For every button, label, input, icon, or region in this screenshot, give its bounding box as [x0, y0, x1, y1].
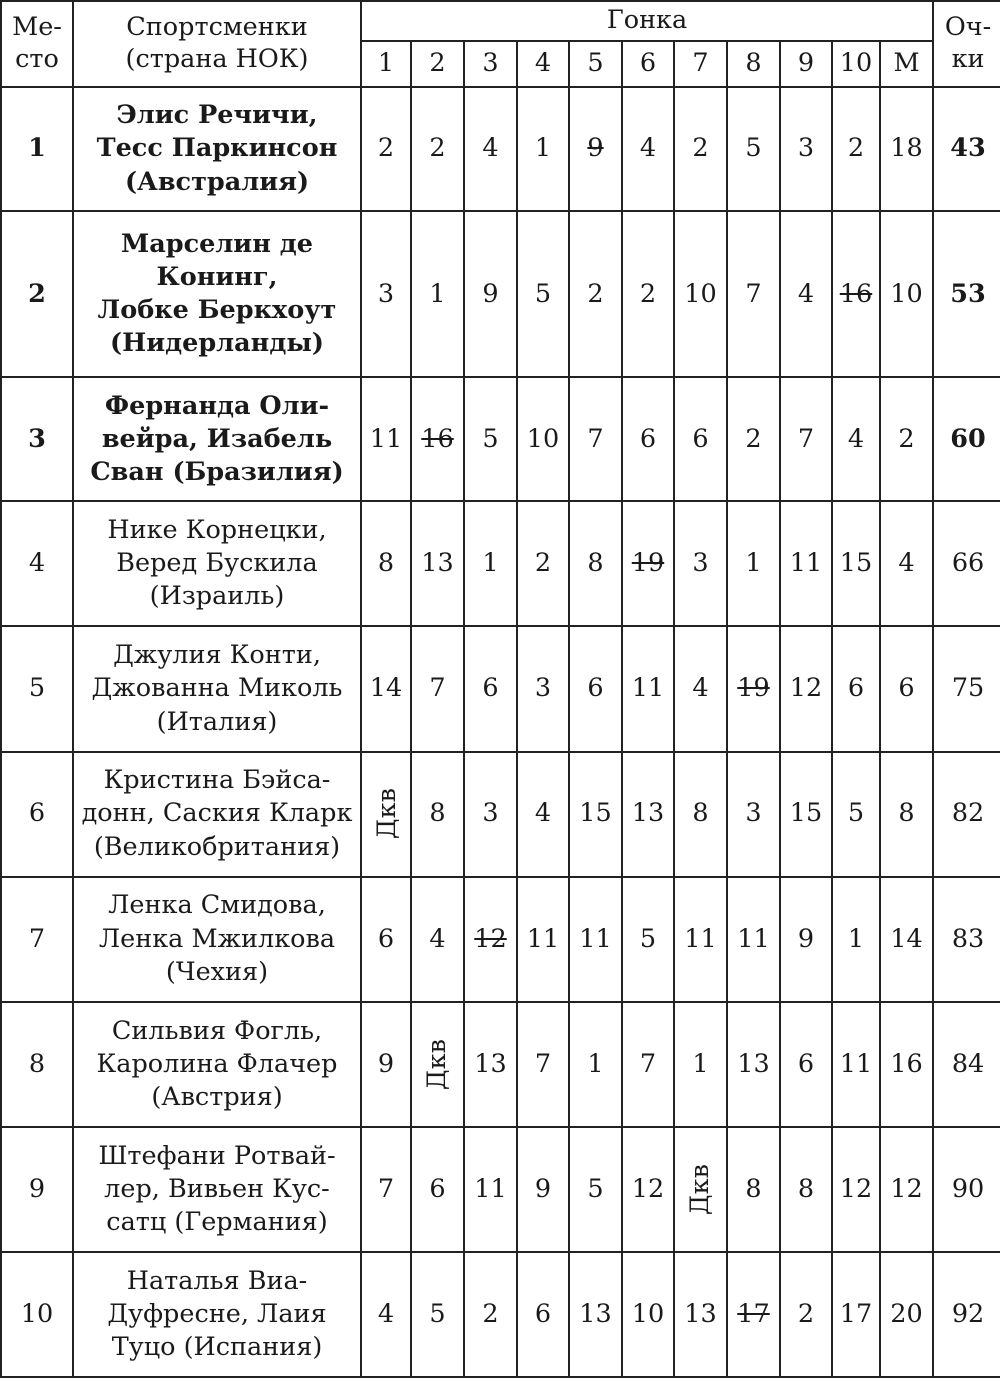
race-result-cell: [361, 211, 411, 377]
race-result-cell: [361, 1127, 411, 1252]
race-result: 13: [684, 1298, 717, 1329]
race-result: 9: [534, 1173, 552, 1204]
race-result-cell: [411, 1127, 464, 1252]
race-result-cell: [880, 1127, 933, 1252]
race-result-cell: [569, 877, 622, 1002]
race-result-cell: [569, 1002, 622, 1127]
race-result: 7: [797, 423, 815, 454]
race-result: 13: [474, 1048, 507, 1079]
race-result: 3: [377, 278, 395, 309]
race-result-cell: [674, 377, 727, 501]
place-cell: 2: [1, 211, 73, 377]
race-result-cell: [674, 626, 727, 751]
discarded-result: 16: [421, 423, 454, 454]
race-result: 13: [737, 1048, 770, 1079]
athletes-names: Сильвия Фогль, Каролина Флачер (Австрия): [96, 1015, 338, 1112]
race-result-cell: [517, 87, 569, 211]
race-result: 8: [429, 798, 446, 829]
race-result-cell: [517, 877, 569, 1002]
race-result: 13: [421, 548, 454, 579]
race-result: 10: [631, 1298, 665, 1329]
result-row: [1, 211, 1000, 377]
race-result: 1: [534, 133, 552, 164]
athletes-cell: [73, 752, 361, 877]
race-result: 6: [587, 673, 604, 704]
race-result-cell: [361, 1002, 411, 1127]
race-result-cell: [880, 377, 933, 501]
race-result-cell: [727, 752, 780, 877]
race-result-cell: [411, 501, 464, 626]
race-result: 1: [587, 1048, 604, 1079]
race-result-cell: [674, 1127, 727, 1252]
result-row: [1, 377, 1000, 501]
race-result: 11: [369, 423, 403, 454]
discarded-result: 16: [839, 278, 873, 309]
header-race-4: 4: [517, 41, 569, 87]
race-result-cell: [727, 1002, 780, 1127]
race-result-cell: [674, 87, 727, 211]
athletes-cell: [73, 377, 361, 501]
race-result: 4: [797, 278, 815, 309]
athletes-cell: [73, 626, 361, 751]
header-points: [933, 1, 1000, 87]
race-result-cell: [622, 377, 674, 501]
race-result-cell: [727, 501, 780, 626]
race-result: 1: [847, 923, 865, 954]
points-cell: 82: [933, 752, 1000, 877]
race-result-cell: [622, 211, 674, 377]
race-result-cell: [727, 87, 780, 211]
race-result: 20: [890, 1298, 923, 1329]
header-race-7: 7: [674, 41, 727, 87]
points-cell: 60: [933, 377, 1000, 501]
result-row: [1, 1002, 1000, 1127]
race-result-cell: [569, 1127, 622, 1252]
race-result: 2: [482, 1298, 499, 1329]
race-result-cell: [569, 501, 622, 626]
race-result: 6: [692, 423, 709, 454]
header-athletes: [73, 1, 361, 87]
athletes-cell: [73, 877, 361, 1002]
race-result: 11: [737, 923, 770, 954]
athletes-names: Нике Корнецки, Веред Бускила (Израиль): [107, 515, 327, 612]
race-result: 4: [377, 1298, 395, 1329]
race-result-cell: [569, 626, 622, 751]
race-result: 15: [579, 798, 612, 829]
header-place-label: Ме- сто: [12, 12, 62, 74]
athletes-cell: [73, 1127, 361, 1252]
race-result-cell: [517, 211, 569, 377]
results-body: [1, 87, 1000, 1377]
race-result-cell: [674, 211, 727, 377]
race-result-cell: [411, 1252, 464, 1377]
race-result-cell: [727, 1127, 780, 1252]
header-race-1: 1: [361, 41, 411, 87]
race-result: 2: [692, 133, 709, 164]
race-result: 2: [898, 423, 915, 454]
result-row: [1, 626, 1000, 751]
race-result: 5: [482, 423, 499, 454]
race-result: 2: [429, 133, 446, 164]
header-race-8: 8: [727, 41, 780, 87]
header-race-2: 2: [411, 41, 464, 87]
race-result-cell: [727, 877, 780, 1002]
discarded-result: 12: [474, 923, 507, 954]
race-result: 4: [482, 133, 499, 164]
race-result-cell: [880, 752, 933, 877]
race-result-cell: [361, 87, 411, 211]
athletes-names: Марселин де Конинг, Лобке Беркхоут (Нидерланды): [97, 228, 337, 359]
race-result: 10: [890, 278, 923, 309]
place-cell: 8: [1, 1002, 73, 1127]
race-result-cell: [832, 1127, 880, 1252]
race-result-cell: [517, 1127, 569, 1252]
race-result: 11: [839, 1048, 873, 1079]
race-result-cell: [622, 1002, 674, 1127]
race-result-cell: [780, 1252, 832, 1377]
race-result: 5: [847, 798, 865, 829]
race-result: 10: [684, 278, 717, 309]
race-result-cell: [411, 626, 464, 751]
race-result-cell: [832, 752, 880, 877]
header-row-top: [1, 1, 1000, 41]
race-result-cell: [569, 87, 622, 211]
race-result-cell: [832, 877, 880, 1002]
race-result-cell: [464, 1252, 517, 1377]
race-result-cell: [569, 211, 622, 377]
race-result: 6: [898, 673, 915, 704]
race-result: 3: [692, 548, 709, 579]
place-cell: 4: [1, 501, 73, 626]
race-result: 7: [745, 278, 762, 309]
athletes-names: Ленка Смидова, Ленка Мжилкова (Чехия): [98, 890, 336, 987]
race-result-cell: [361, 626, 411, 751]
race-result: 4: [898, 548, 915, 579]
race-result-cell: [780, 377, 832, 501]
place-cell: 9: [1, 1127, 73, 1252]
race-result-cell: [464, 877, 517, 1002]
discarded-result: 9: [587, 133, 604, 164]
race-result: 2: [377, 133, 395, 164]
race-result-cell: [880, 626, 933, 751]
race-result-cell: [361, 501, 411, 626]
race-result-cell: [832, 211, 880, 377]
race-result: 5: [745, 133, 762, 164]
race-result-cell: [622, 877, 674, 1002]
race-result-cell: [880, 1002, 933, 1127]
race-result-cell: [780, 877, 832, 1002]
race-result: 3: [745, 798, 762, 829]
header-races: Гонка: [361, 1, 933, 41]
race-result: 5: [429, 1298, 446, 1329]
race-result: 12: [839, 1173, 873, 1204]
race-result: 2: [847, 133, 865, 164]
race-result-cell: [569, 752, 622, 877]
athletes-names: Элис Речичи, Тесс Паркинсон (Австралия): [96, 100, 338, 197]
points-cell: 75: [933, 626, 1000, 751]
race-result: 4: [639, 133, 657, 164]
points-cell: 90: [933, 1127, 1000, 1252]
race-result-cell: [674, 877, 727, 1002]
header-race-3: 3: [464, 41, 517, 87]
header-race-6: 6: [622, 41, 674, 87]
race-result-cell: [411, 211, 464, 377]
race-result-cell: [674, 501, 727, 626]
race-result: 10: [526, 423, 560, 454]
race-result-cell: [411, 877, 464, 1002]
race-result-cell: [832, 87, 880, 211]
race-result: 8: [377, 548, 395, 579]
race-result-cell: [464, 752, 517, 877]
race-result: 8: [587, 548, 604, 579]
header-race-9: 9: [780, 41, 832, 87]
race-result-cell: [569, 1252, 622, 1377]
race-result-cell: [832, 377, 880, 501]
race-result-cell: [832, 1002, 880, 1127]
race-result-cell: [569, 377, 622, 501]
race-result-cell: [780, 501, 832, 626]
result-row: [1, 501, 1000, 626]
race-result-cell: [727, 211, 780, 377]
race-result: 14: [369, 673, 403, 704]
race-result-cell: [622, 626, 674, 751]
race-result: 1: [482, 548, 499, 579]
race-result-cell: [727, 1252, 780, 1377]
race-result: 2: [745, 423, 762, 454]
athletes-names: Кристина Бэйса- донн, Саския Кларк (Великобритания): [81, 765, 353, 862]
race-result-cell: [517, 377, 569, 501]
race-result: 6: [847, 673, 865, 704]
race-result: 12: [631, 1173, 665, 1204]
athletes-cell: [73, 87, 361, 211]
place-cell: 1: [1, 87, 73, 211]
place-cell: 10: [1, 1252, 73, 1377]
race-result-cell: [622, 87, 674, 211]
race-result-cell: [880, 211, 933, 377]
race-result-cell: [464, 1127, 517, 1252]
discarded-result: 19: [737, 673, 770, 704]
race-result: 5: [639, 923, 657, 954]
race-result-cell: [622, 752, 674, 877]
race-result: 2: [797, 1298, 815, 1329]
points-cell: 92: [933, 1252, 1000, 1377]
race-result-cell: [780, 1127, 832, 1252]
race-result: 12: [890, 1173, 923, 1204]
header-race-5: 5: [569, 41, 622, 87]
race-result: 15: [839, 548, 873, 579]
place-cell: 6: [1, 752, 73, 877]
race-result: 8: [797, 1173, 815, 1204]
race-result: 13: [631, 798, 665, 829]
disqualified-mark: Дкв: [684, 1163, 715, 1215]
race-result-cell: [674, 1252, 727, 1377]
disqualified-mark: Дкв: [371, 788, 402, 840]
race-result-cell: [832, 1252, 880, 1377]
race-result-cell: [517, 752, 569, 877]
race-result: 5: [534, 278, 552, 309]
points-cell: 43: [933, 87, 1000, 211]
race-result: 15: [789, 798, 823, 829]
race-result-cell: [517, 501, 569, 626]
race-result: 8: [898, 798, 915, 829]
race-result: 8: [692, 798, 709, 829]
points-cell: 83: [933, 877, 1000, 1002]
points-cell: 84: [933, 1002, 1000, 1127]
race-result: 9: [377, 1048, 395, 1079]
race-result-cell: [780, 626, 832, 751]
race-result-cell: [622, 1127, 674, 1252]
race-result: 13: [579, 1298, 612, 1329]
race-result: 3: [534, 673, 552, 704]
race-result: 3: [482, 798, 499, 829]
athletes-cell: [73, 211, 361, 377]
race-result: 7: [534, 1048, 552, 1079]
race-result-cell: [464, 211, 517, 377]
race-result: 16: [890, 1048, 923, 1079]
race-result-cell: [880, 87, 933, 211]
athletes-names: Наталья Виа- Дуфресне, Лаия Туцо (Испания): [107, 1265, 327, 1362]
result-row: [1, 87, 1000, 211]
discarded-result: 17: [737, 1298, 770, 1329]
race-result-cell: [411, 87, 464, 211]
race-result-cell: [832, 626, 880, 751]
race-result: 7: [639, 1048, 657, 1079]
race-result-cell: [517, 626, 569, 751]
race-result-cell: [517, 1252, 569, 1377]
race-result-cell: [464, 626, 517, 751]
discarded-result: 19: [631, 548, 665, 579]
race-result: 8: [745, 1173, 762, 1204]
race-result-cell: [780, 1002, 832, 1127]
race-result: 11: [684, 923, 717, 954]
race-result-cell: [464, 377, 517, 501]
race-result-cell: [780, 211, 832, 377]
race-result-cell: [880, 1252, 933, 1377]
race-result-cell: [832, 501, 880, 626]
athletes-cell: [73, 501, 361, 626]
race-result: 4: [534, 798, 552, 829]
race-result: 6: [797, 1048, 815, 1079]
race-result: 9: [482, 278, 499, 309]
race-result-cell: [622, 501, 674, 626]
race-result: 6: [429, 1173, 446, 1204]
race-result-cell: [464, 501, 517, 626]
athletes-names: Джулия Конти, Джованна Миколь (Италия): [91, 640, 343, 737]
race-result: 6: [377, 923, 395, 954]
race-result-cell: [517, 1002, 569, 1127]
race-result-cell: [880, 501, 933, 626]
race-result: 7: [429, 673, 446, 704]
race-result: 2: [534, 548, 552, 579]
race-result: 7: [377, 1173, 395, 1204]
race-result: 11: [631, 673, 665, 704]
race-result-cell: [622, 1252, 674, 1377]
points-cell: 66: [933, 501, 1000, 626]
race-result: 4: [847, 423, 865, 454]
points-cell: 53: [933, 211, 1000, 377]
place-cell: 5: [1, 626, 73, 751]
header-race-11: М: [880, 41, 933, 87]
header-race-10: 10: [832, 41, 880, 87]
race-result-cell: [411, 377, 464, 501]
header-place: [1, 1, 73, 87]
race-result: 1: [692, 1048, 709, 1079]
race-result-cell: [411, 1002, 464, 1127]
header-points-label: Оч- ки: [944, 12, 992, 74]
race-result: 3: [797, 133, 815, 164]
athletes-names: Фернанда Оли- вейра, Изабель Сван (Бразилия): [90, 390, 344, 487]
race-result: 6: [534, 1298, 552, 1329]
race-result: 11: [474, 1173, 507, 1204]
race-result: 4: [692, 673, 709, 704]
race-result-cell: [727, 377, 780, 501]
race-result: 6: [639, 423, 657, 454]
race-result-cell: [780, 87, 832, 211]
result-row: [1, 877, 1000, 1002]
place-cell: 7: [1, 877, 73, 1002]
race-result-cell: [464, 1002, 517, 1127]
race-result: 9: [797, 923, 815, 954]
race-result: 1: [745, 548, 762, 579]
result-row: [1, 1252, 1000, 1377]
race-result-cell: [411, 752, 464, 877]
race-result: 12: [789, 673, 823, 704]
race-result-cell: [674, 1002, 727, 1127]
race-result: 11: [579, 923, 612, 954]
athletes-cell: [73, 1002, 361, 1127]
athletes-cell: [73, 1252, 361, 1377]
race-result-cell: [361, 377, 411, 501]
result-row: [1, 1127, 1000, 1252]
race-result-cell: [361, 877, 411, 1002]
race-result: 11: [789, 548, 823, 579]
race-result: 17: [839, 1298, 873, 1329]
athletes-names: Штефани Ротвай- лер, Вивьен Кус- сатц (Германия): [98, 1140, 336, 1237]
race-result-cell: [880, 877, 933, 1002]
race-result: 11: [526, 923, 560, 954]
race-result: 7: [587, 423, 604, 454]
race-result: 5: [587, 1173, 604, 1204]
race-result-cell: [464, 87, 517, 211]
place-cell: 3: [1, 377, 73, 501]
race-result-cell: [674, 752, 727, 877]
race-result: 14: [890, 923, 923, 954]
disqualified-mark: Дкв: [421, 1038, 452, 1090]
race-result: 18: [890, 133, 923, 164]
result-row: [1, 752, 1000, 877]
race-result-cell: [361, 752, 411, 877]
race-result-cell: [727, 626, 780, 751]
race-result-cell: [780, 752, 832, 877]
race-result-cell: [361, 1252, 411, 1377]
race-result: 2: [587, 278, 604, 309]
race-result: 1: [429, 278, 446, 309]
header-athletes-label: Спортсменки (страна НОК): [125, 12, 309, 74]
race-result: 2: [639, 278, 657, 309]
race-result: 4: [429, 923, 446, 954]
race-result: 6: [482, 673, 499, 704]
